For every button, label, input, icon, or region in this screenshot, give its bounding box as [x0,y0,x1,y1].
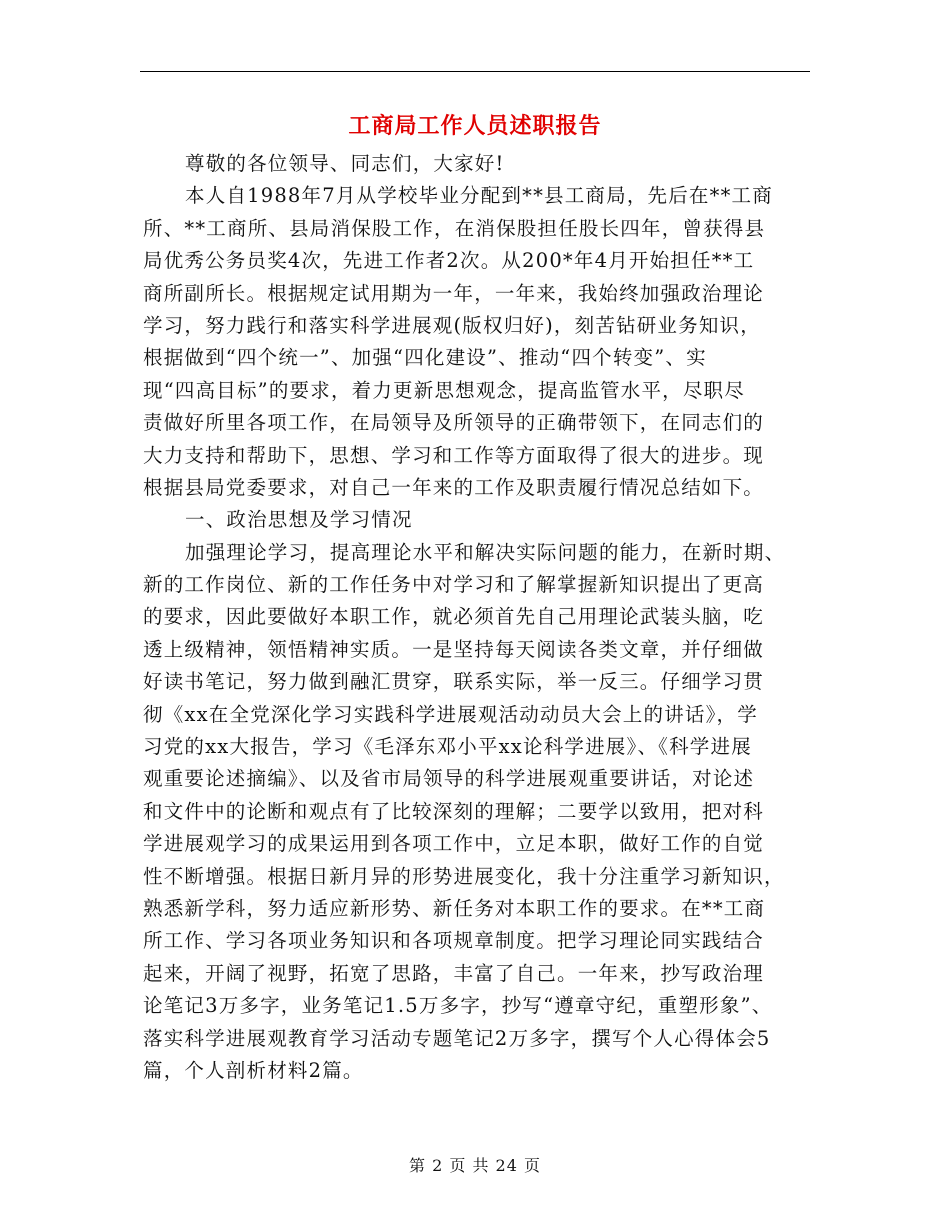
document-title: 工商局工作人员述职报告 [348,113,602,139]
text-line: 一、政治思想及学习情况 [185,508,413,532]
text-line: 所、**工商所、县局消保股工作，在消保股担任股长四年，曾获得县 [143,216,766,240]
text-line: 透上级精神，领悟精神实质。一是坚持每天阅读各类文章，并仔细做 [143,637,765,661]
text-line: 现“四高目标”的要求，着力更新思想观念，提高监管水平，尽职尽 [143,378,745,402]
text-line: 加强理论学习，提高理论水平和解决实际问题的能力，在新时期、 [185,540,786,564]
text-line: 习党的xx大报告，学习《毛泽东邓小平xx论科学进展》、《科学进展 [143,735,752,759]
text-line: 彻《xx在全党深化学习实践科学进展观活动动员大会上的讲话》，学 [143,702,758,726]
text-line: 起来，开阔了视野，拓宽了思路，丰富了自己。一年来，抄写政治理 [143,961,765,985]
text-line: 学习，努力践行和落实科学进展观(版权归好)，刻苦钻研业务知识， [143,313,761,337]
text-line: 好读书笔记，努力做到融汇贯穿，联系实际，举一反三。仔细学习贯 [143,670,765,694]
page-number: 第 2 页 共 24 页 [409,1156,541,1175]
text-line: 新的工作岗位、新的工作任务中对学习和了解掌握新知识提出了更高 [143,573,765,597]
text-line: 根据做到“四个统一”、加强“四化建设”、推动“四个转变”、实 [143,346,707,370]
text-line: 本人自1988年7月从学校毕业分配到**县工商局，先后在**工商 [185,184,773,208]
text-line: 责做好所里各项工作，在局领导及所领导的正确带领下，在同志们的 [143,411,765,435]
text-line: 性不断增强。根据日新月异的形势进展变化，我十分注重学习新知识， [143,864,785,888]
text-line: 局优秀公务员奖4次，先进工作者2次。从200*年4月开始担任**工 [143,249,755,273]
text-line: 学进展观学习的成果运用到各项工作中，立足本职，做好工作的自觉 [143,832,765,856]
text-line: 大力支持和帮助下，思想、学习和工作等方面取得了很大的进步。现 [143,443,765,467]
text-line: 和文件中的论断和观点有了比较深刻的理解；二要学以致用，把对科 [143,799,765,823]
text-line: 尊敬的各位领导、同志们，大家好! [185,152,505,175]
header-rule [140,71,810,72]
document-body [143,148,833,1087]
text-line: 篇，个人剖析材料2篇。 [143,1058,364,1082]
text-line: 熟悉新学科，努力适应新形势、新任务对本职工作的要求。在**工商 [143,896,766,920]
text-line: 所工作、学习各项业务知识和各项规章制度。把学习理论同实践结合 [143,929,765,953]
text-line: 论笔记3万多字，业务笔记1.5万多字，抄写“遵章守纪，重塑形象”、 [143,994,773,1018]
text-line: 根据县局党委要求，对自己一年来的工作及职责履行情况总结如下。 [143,475,765,499]
text-line: 落实科学进展观教育学习活动专题笔记2万多字，撰写个人心得体会5 [143,1026,771,1050]
text-line: 观重要论述摘编》、以及省市局领导的科学进展观重要讲话，对论述 [143,767,755,791]
text-line: 的要求，因此要做好本职工作，就必须首先自己用理论武装头脑，吃 [143,605,765,629]
text-line: 商所副所长。根据规定试用期为一年，一年来，我始终加强政治理论 [143,281,765,305]
